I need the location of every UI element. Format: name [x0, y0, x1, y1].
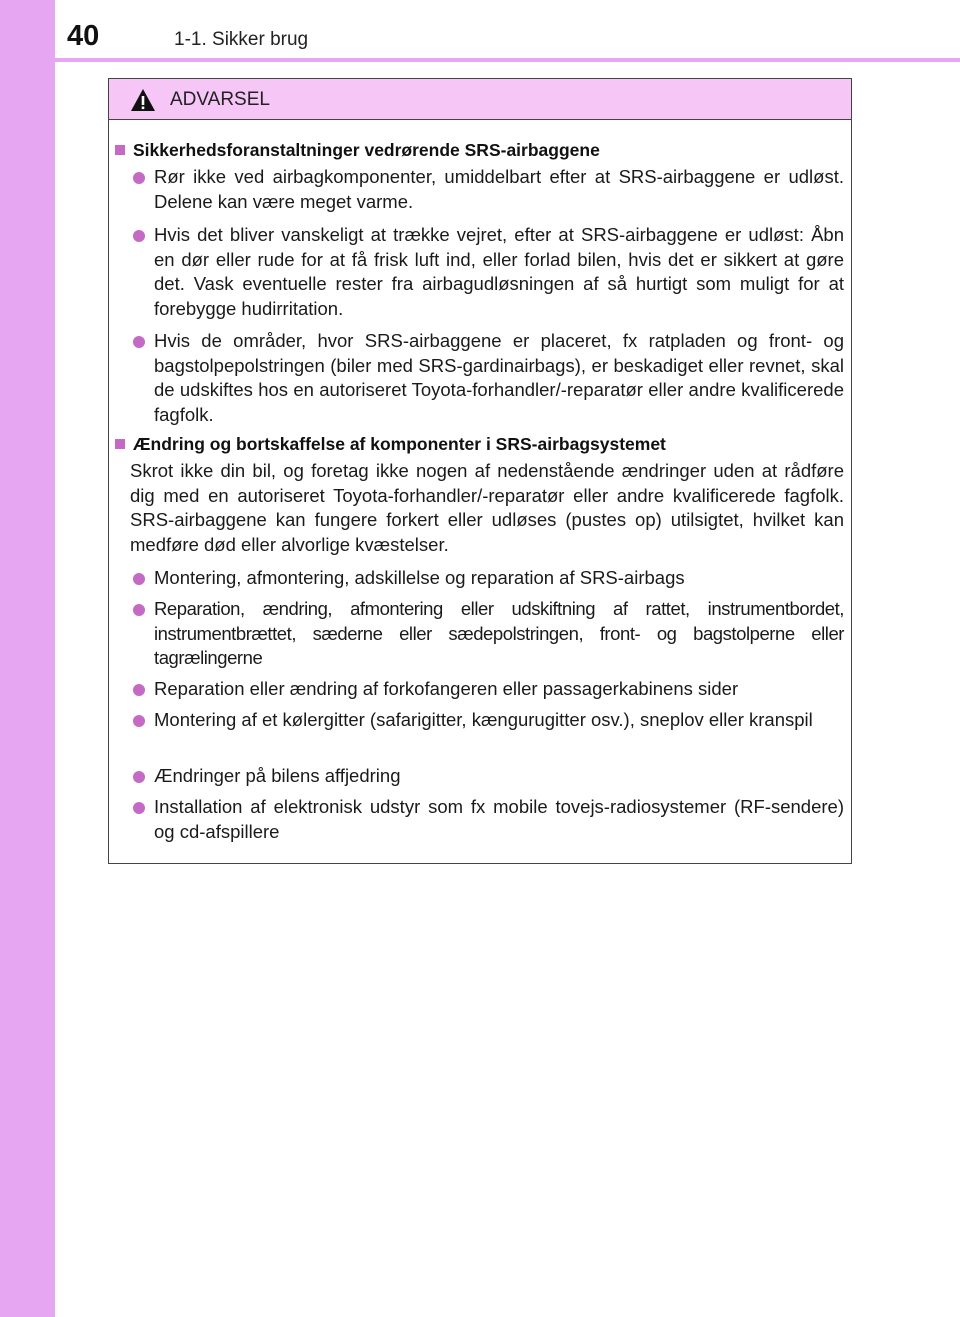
list-item: Ændringer på bilens affjedring — [130, 764, 844, 789]
section-intro: Skrot ikke din bil, og foretag ikke nogen af nedenstående ændringer uden at rådføre dig med en autoriseret Toyota-forhandler/-reparatør eller andre kvalificerede fagfolk. SRS-airbaggene kan fungere forkert eller udløses (pustes op) utilsigtet, hvilket kan medføre død eller alvorlige kvæstelser. — [130, 460, 844, 555]
warning-header — [109, 79, 851, 120]
warning-title: ADVARSEL — [170, 89, 270, 110]
list-item: Reparation, ændring, afmontering eller udskiftning af rattet, instrumentbordet, instrumentbrættet, sæderne eller sædepolstringen, front- og bagstolperne eller tagrælingerne — [130, 597, 844, 671]
bullet-dot-icon — [133, 771, 145, 783]
section-marker-icon — [115, 439, 125, 449]
list-item: Installation af elektronisk udstyr som fx mobile tovejs-radiosystemer (RF-sendere) og cd-afspillere — [130, 795, 844, 844]
list-item: Montering af et kølergitter (safarigitter, kængurugitter osv.), sneplov eller kranspil — [130, 708, 844, 733]
bullet-dot-icon — [133, 336, 145, 348]
section-marker-icon — [115, 145, 125, 155]
section-header: 1-1. Sikker brug — [174, 29, 309, 50]
bullet-dot-icon — [133, 802, 145, 814]
list-item: Montering, afmontering, adskillelse og reparation af SRS-airbags — [130, 566, 844, 591]
bullet-dot-icon — [133, 715, 145, 727]
bullet-dot-icon — [133, 684, 145, 696]
page-number: 40 — [67, 20, 100, 52]
chapter-side-bar — [0, 0, 55, 1317]
warning-box — [108, 78, 852, 864]
section-title: Sikkerhedsforanstaltninger vedrørende SRS-airbaggene — [115, 140, 600, 161]
list-item: Hvis de områder, hvor SRS-airbaggene er placeret, fx ratpladen og front- og bagstolpepolstringen (biler med SRS-gardinairbags), er beskadiget eller revnet, skal de udskiftes hos en autoriseret Toyota-forhandler/-reparatør eller andre kvalificerede fagfolk. — [130, 329, 844, 427]
bullet-dot-icon — [133, 573, 145, 585]
header-rule — [55, 58, 960, 62]
bullet-dot-icon — [133, 172, 145, 184]
bullet-dot-icon — [133, 604, 145, 616]
section-title: Ændring og bortskaffelse af komponenter i SRS-airbagsystemet — [115, 434, 666, 455]
list-item: Rør ikke ved airbagkomponenter, umiddelbart efter at SRS-airbaggene er udløst. Delene kan være meget varme. — [130, 165, 844, 214]
bullet-dot-icon — [133, 230, 145, 242]
warning-triangle-icon — [130, 88, 156, 112]
list-item: Reparation eller ændring af forkofangeren eller passagerkabinens sider — [130, 677, 844, 702]
list-item: Hvis det bliver vanskeligt at trække vejret, efter at SRS-airbaggene er udløst: Åbn en dør eller rude for at få frisk luft ind, eller forlad bilen, hvis det er sikkert at gøre det. Vask eventuelle rester fra airbagudløsningen af så hurtigt som muligt for at forebygge hudirritation. — [130, 223, 844, 321]
